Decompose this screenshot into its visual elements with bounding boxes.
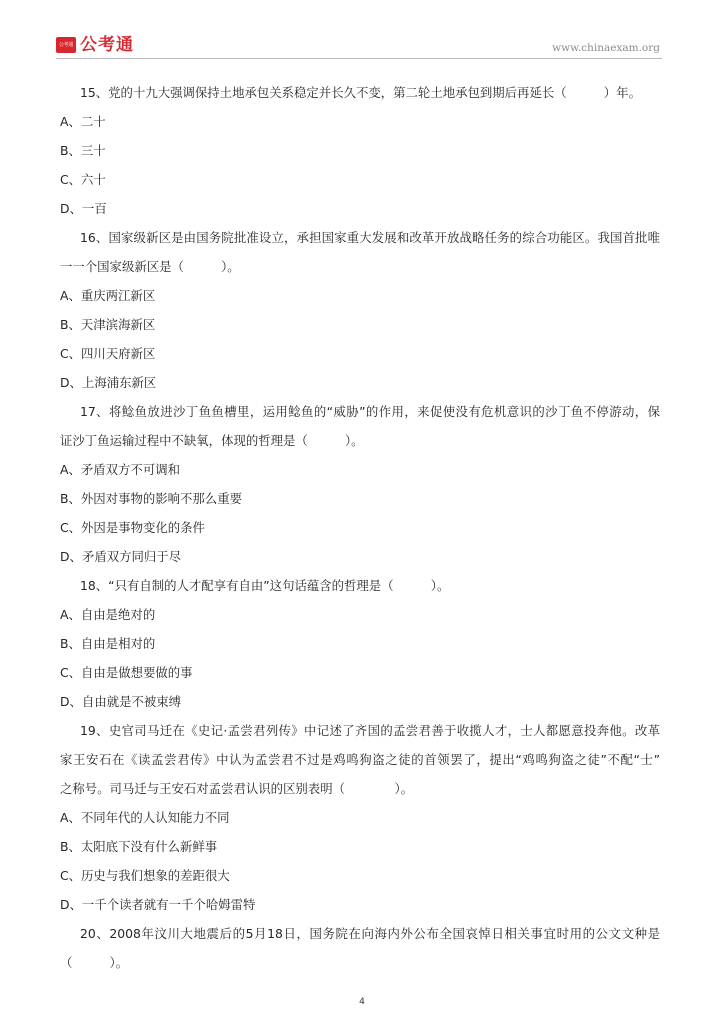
- question-16-option-b: B、天津滨海新区: [60, 317, 156, 332]
- question-17-text-line-2: 证沙丁鱼运输过程中不缺氧，体现的哲理是（ ）。: [60, 433, 364, 448]
- question-17-text-line-1: 17、将鲶鱼放进沙丁鱼鱼槽里，运用鲶鱼的“威胁”的作用，来促使没有危机意识的沙丁鱼不停游动，保: [80, 404, 660, 419]
- logo-badge: 公考通: [56, 37, 76, 53]
- question-15-option-a: A、二十: [60, 114, 106, 129]
- question-18-option-c: C、自由是做想要做的事: [60, 665, 193, 680]
- question-18-option-a: A、自由是绝对的: [60, 607, 156, 622]
- question-19-text-line-3: 之称号。司马迁与王安石对孟尝君认识的区别表明（ ）。: [60, 781, 414, 796]
- question-16-option-a: A、重庆两江新区: [60, 288, 156, 303]
- question-15-text: 15、党的十九大强调保持土地承包关系稳定并长久不变，第二轮土地承包到期后再延长（ ）年。: [80, 85, 641, 100]
- question-15-option-b: B、三十: [60, 143, 106, 158]
- question-18-option-d: D、自由就是不被束缚: [60, 694, 182, 709]
- question-list: [60, 78, 660, 977]
- question-17-option-d: D、矛盾双方同归于尽: [60, 549, 182, 564]
- question-16-option-c: C、四川天府新区: [60, 346, 156, 361]
- page-number: 4: [359, 997, 365, 1007]
- question-19-option-c: C、历史与我们想象的差距很大: [60, 868, 230, 883]
- logo-text: 公考通: [80, 35, 134, 55]
- question-19-option-b: B、太阳底下没有什么新鲜事: [60, 839, 218, 854]
- question-19-option-d: D、一千个读者就有一千个哈姆雷特: [60, 897, 256, 912]
- question-17-option-b: B、外因对事物的影响不那么重要: [60, 491, 242, 506]
- question-20-text-line-2: （ ）。: [60, 955, 129, 970]
- question-18-option-b: B、自由是相对的: [60, 636, 156, 651]
- question-16-text-line-1: 16、国家级新区是由国务院批准设立，承担国家重大发展和改革开放战略任务的综合功能区。我国首批唯: [80, 230, 660, 245]
- question-15-option-d: D、一百: [60, 201, 107, 216]
- question-16-option-d: D、上海浦东新区: [60, 375, 157, 390]
- question-17-option-a: A、矛盾双方不可调和: [60, 462, 180, 477]
- question-19-text-line-2: 家王安石在《读孟尝君传》中认为孟尝君不过是鸡鸣狗盗之徒的首领罢了，提出“鸡鸣狗盗之徒”不配“士”: [60, 752, 660, 767]
- question-18-text: 18、“只有自制的人才配享有自由”这句话蕴含的哲理是（ ）。: [80, 578, 450, 593]
- question-17-option-c: C、外因是事物变化的条件: [60, 520, 205, 535]
- question-20-text-line-1: 20、2008年汶川大地震后的5月18日，国务院在向海内外公布全国哀悼日相关事宜时用的公文文种是: [80, 926, 660, 941]
- question-16-text-line-2: 一一个国家级新区是（ ）。: [60, 259, 240, 274]
- question-19-option-a: A、不同年代的人认知能力不同: [60, 810, 230, 825]
- question-15-option-c: C、六十: [60, 172, 106, 187]
- question-19-text-line-1: 19、史官司马迁在《史记·孟尝君列传》中记述了齐国的孟尝君善于收揽人才，士人都愿意投奔他。改革: [80, 723, 660, 738]
- logo: [56, 36, 134, 54]
- site-url: www.chinaexam.org: [552, 42, 660, 54]
- page-header: [56, 34, 662, 59]
